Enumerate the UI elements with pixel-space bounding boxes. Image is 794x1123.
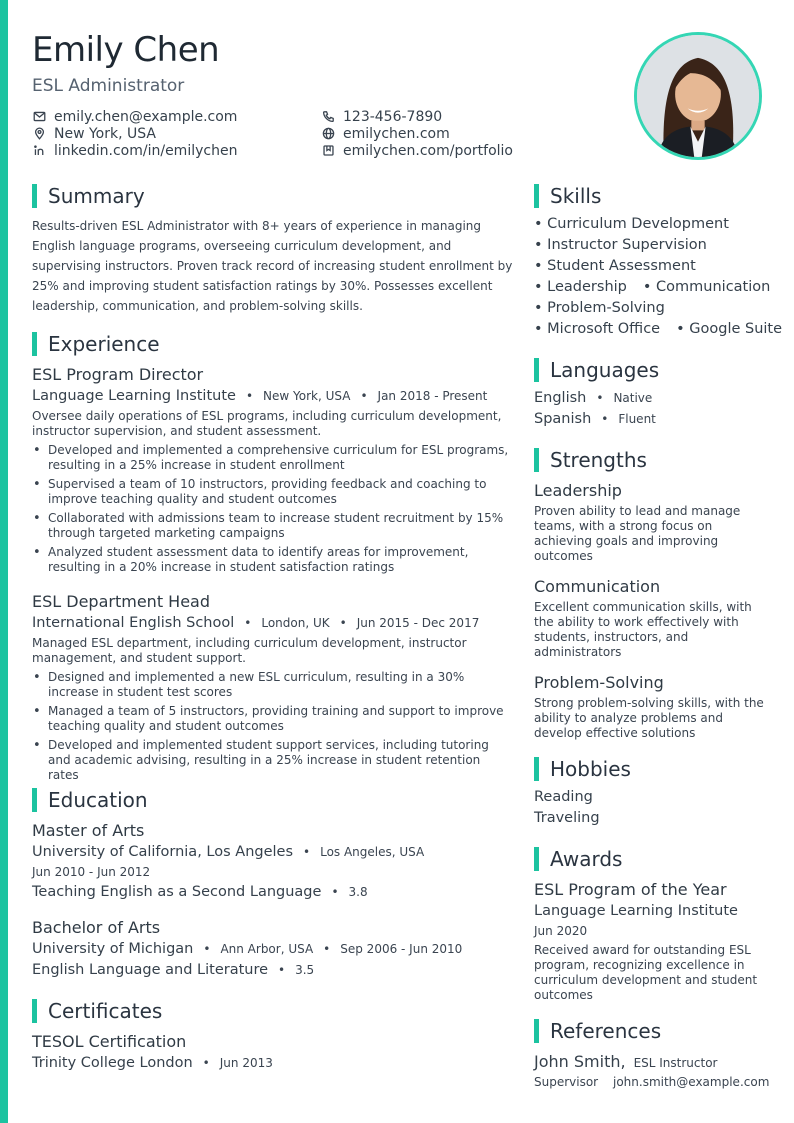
section-education xyxy=(32,788,148,812)
section-title: Hobbies xyxy=(550,757,631,781)
hobby-item: Reading xyxy=(534,789,593,805)
separator-dot: • xyxy=(360,389,368,403)
language-name: Spanish xyxy=(534,411,592,427)
phone-icon xyxy=(321,110,335,124)
contact-website[interactable] xyxy=(321,125,450,142)
school-name: University of Michigan xyxy=(32,941,194,957)
reference-relation: Supervisor xyxy=(534,1075,599,1089)
section-hobbies xyxy=(534,757,631,781)
website-text: emilychen.com xyxy=(343,125,450,142)
job-dates: Jun 2015 - Dec 2017 xyxy=(356,616,480,630)
section-marker xyxy=(534,184,539,208)
award-date: Jun 2020 xyxy=(534,924,588,938)
job-achievements xyxy=(32,670,514,787)
mail-icon xyxy=(32,110,46,124)
award-title: ESL Program of the Year xyxy=(534,880,727,899)
job-location: New York, USA xyxy=(263,389,351,403)
section-title: Certificates xyxy=(48,999,163,1023)
separator-dot: • xyxy=(601,412,609,426)
skill-label: Curriculum Development xyxy=(547,216,729,232)
reference-name: John Smith, xyxy=(534,1052,626,1071)
award-description: Received award for outstanding ESL program, recognizing excellence in curriculum development and student outcomes xyxy=(534,943,758,1002)
contact-portfolio[interactable] xyxy=(321,142,513,159)
section-title: Awards xyxy=(550,847,623,871)
section-languages xyxy=(534,358,659,382)
skill-label: Leadership xyxy=(547,279,627,295)
section-marker xyxy=(534,448,539,472)
skill-label: Instructor Supervision xyxy=(547,237,707,253)
section-marker xyxy=(32,332,37,356)
achievement-item: • Collaborated with admissions team to increase student recruitment by 15% through targeted marketing campaigns xyxy=(32,511,514,541)
school-location: Los Angeles, USA xyxy=(320,845,425,859)
strength-title: Communication xyxy=(534,577,661,596)
education-meta xyxy=(32,844,424,860)
section-title: Strengths xyxy=(550,448,647,472)
hobby-item: Traveling xyxy=(534,810,600,826)
job-company: Language Learning Institute xyxy=(32,388,236,404)
job-description: Managed ESL department, including curriculum development, instructor management, and student support. xyxy=(32,636,467,665)
section-title: Summary xyxy=(48,184,145,208)
strength-description: Strong problem-solving skills, with the ability to analyze problems and develop effective solutions xyxy=(534,696,764,740)
section-references xyxy=(534,1019,661,1043)
education-field-row xyxy=(32,884,368,900)
section-awards xyxy=(534,847,622,871)
separator-dot: • xyxy=(596,391,604,405)
section-marker xyxy=(534,757,539,781)
education-dates: Jun 2010 - Jun 2012 xyxy=(32,865,151,879)
language-level: Native xyxy=(613,391,653,405)
section-marker xyxy=(32,999,37,1023)
contact-phone[interactable] xyxy=(321,108,442,125)
section-summary xyxy=(32,184,145,208)
skill-label: Problem-Solving xyxy=(547,300,665,316)
skill-label: Student Assessment xyxy=(547,258,696,274)
candidate-name: Emily Chen xyxy=(32,30,220,70)
strength-title: Problem-Solving xyxy=(534,673,664,692)
achievement-item: • Managed a team of 5 instructors, providing training and support to improve teaching quality and student outcomes xyxy=(32,704,514,734)
phone-text: 123-456-7890 xyxy=(343,108,443,125)
section-strengths xyxy=(534,448,647,472)
summary-text: Results-driven ESL Administrator with 8+ years of experience in managing English language programs, overseeing curriculum development, and supervising instructors. Proven track record of increasing student enrollment by 25% and improving student satisfaction ratings by 30%. Possesses excellent leadership, communication, and problem-solving skills. xyxy=(32,219,513,313)
job-location: London, UK xyxy=(261,616,330,630)
candidate-role: ESL Administrator xyxy=(32,76,185,96)
skill-item: • Problem-Solving xyxy=(534,300,665,316)
skill-item: • Microsoft Office xyxy=(534,321,661,337)
achievement-item: • Developed and implemented student support services, including tutoring and academic advising, resulting in a 25% increase in student retention rates xyxy=(32,738,514,783)
achievement-item: • Supervised a team of 10 instructors, providing feedback and coaching to improve teaching quality and student outcomes xyxy=(32,477,514,507)
skill-item: • Curriculum Development xyxy=(534,216,729,232)
section-marker xyxy=(32,184,37,208)
achievement-item: • Designed and implemented a new ESL curriculum, resulting in a 30% increase in student test scores xyxy=(32,670,514,700)
bookmark-icon xyxy=(321,144,335,158)
strength-description: Proven ability to lead and manage teams, with a strong focus on achieving goals and improving outcomes xyxy=(534,504,741,563)
field-of-study: English Language and Literature xyxy=(32,962,269,978)
location-text: New York, USA xyxy=(54,125,156,142)
skill-label: Communication xyxy=(656,279,771,295)
strength-description: Excellent communication skills, with the ability to work effectively with students, instructors, and administrators xyxy=(534,600,752,659)
contact-linkedin[interactable] xyxy=(32,142,237,159)
email-text: emily.chen@example.com xyxy=(54,108,238,125)
language-item xyxy=(534,390,652,406)
skill-item: • Student Assessment xyxy=(534,258,696,274)
skill-item: • Instructor Supervision xyxy=(534,237,707,253)
skill-item: • Communication xyxy=(642,279,771,295)
separator-dot: • xyxy=(245,389,254,403)
skill-label: Google Suite xyxy=(689,321,783,337)
skill-item: • Leadership xyxy=(534,279,627,295)
separator-dot: • xyxy=(331,885,339,899)
degree-title: Master of Arts xyxy=(32,821,145,840)
language-item xyxy=(534,411,656,427)
skill-item: • Google Suite xyxy=(676,321,783,337)
job-achievements xyxy=(32,443,514,579)
job-description: Oversee daily operations of ESL programs, including curriculum development, instructor supervision, and student assessment. xyxy=(32,409,502,438)
section-marker xyxy=(534,847,539,871)
job-meta xyxy=(32,615,479,631)
degree-title: Bachelor of Arts xyxy=(32,918,161,937)
reference-position: ESL Instructor xyxy=(633,1056,718,1070)
section-certificates xyxy=(32,999,162,1023)
school-location: Ann Arbor, USA xyxy=(220,942,314,956)
job-title: ESL Program Director xyxy=(32,365,204,384)
section-title: Languages xyxy=(550,358,660,382)
gpa: 3.5 xyxy=(295,963,315,977)
achievement-item: • Developed and implemented a comprehensive curriculum for ESL programs, resulting in a 25% increase in student enrollment xyxy=(32,443,514,473)
section-title: References xyxy=(550,1019,662,1043)
separator-dot: • xyxy=(202,1056,210,1070)
separator-dot: • xyxy=(323,942,331,956)
separator-dot: • xyxy=(244,616,252,630)
gpa: 3.8 xyxy=(348,885,368,899)
contact-email[interactable] xyxy=(32,108,237,125)
job-title: ESL Department Head xyxy=(32,592,211,611)
certificate-date: Jun 2013 xyxy=(219,1056,273,1070)
certificate-name: TESOL Certification xyxy=(32,1032,187,1051)
location-pin-icon xyxy=(32,127,46,141)
reference-header xyxy=(534,1052,717,1071)
separator-dot: • xyxy=(303,845,311,859)
section-marker xyxy=(534,1019,539,1043)
linkedin-icon xyxy=(32,144,46,158)
reference-email[interactable]: john.smith@example.com xyxy=(613,1075,770,1089)
job-meta xyxy=(32,388,487,404)
section-title: Experience xyxy=(48,332,160,356)
achievement-item: • Analyzed student assessment data to identify areas for improvement, resulting in a 20% increase in student satisfaction ratings xyxy=(32,545,514,575)
profile-photo xyxy=(634,32,762,160)
section-experience xyxy=(32,332,160,356)
certificate-meta xyxy=(32,1055,273,1071)
job-dates: Jan 2018 - Present xyxy=(377,389,488,403)
certificate-issuer: Trinity College London xyxy=(32,1055,193,1071)
job-company: International English School xyxy=(32,615,235,631)
section-marker xyxy=(534,358,539,382)
contact-location xyxy=(32,125,156,142)
language-name: English xyxy=(534,390,587,406)
education-meta xyxy=(32,941,462,957)
section-title: Skills xyxy=(550,184,602,208)
linkedin-text: linkedin.com/in/emilychen xyxy=(54,142,238,159)
separator-dot: • xyxy=(203,942,211,956)
section-marker xyxy=(32,788,37,812)
accent-bar xyxy=(0,0,8,1123)
section-title: Education xyxy=(48,788,148,812)
education-field-row xyxy=(32,962,314,978)
globe-icon xyxy=(321,127,335,141)
skills-list xyxy=(534,216,794,342)
skill-label: Microsoft Office xyxy=(547,321,661,337)
separator-dot: • xyxy=(278,963,286,977)
field-of-study: Teaching English as a Second Language xyxy=(32,884,322,900)
school-name: University of California, Los Angeles xyxy=(32,844,294,860)
language-level: Fluent xyxy=(618,412,656,426)
section-skills xyxy=(534,184,601,208)
education-dates: Sep 2006 - Jun 2010 xyxy=(340,942,463,956)
portfolio-text: emilychen.com/portfolio xyxy=(343,142,513,159)
award-organization: Language Learning Institute xyxy=(534,903,738,919)
separator-dot: • xyxy=(339,616,347,630)
strength-title: Leadership xyxy=(534,481,622,500)
